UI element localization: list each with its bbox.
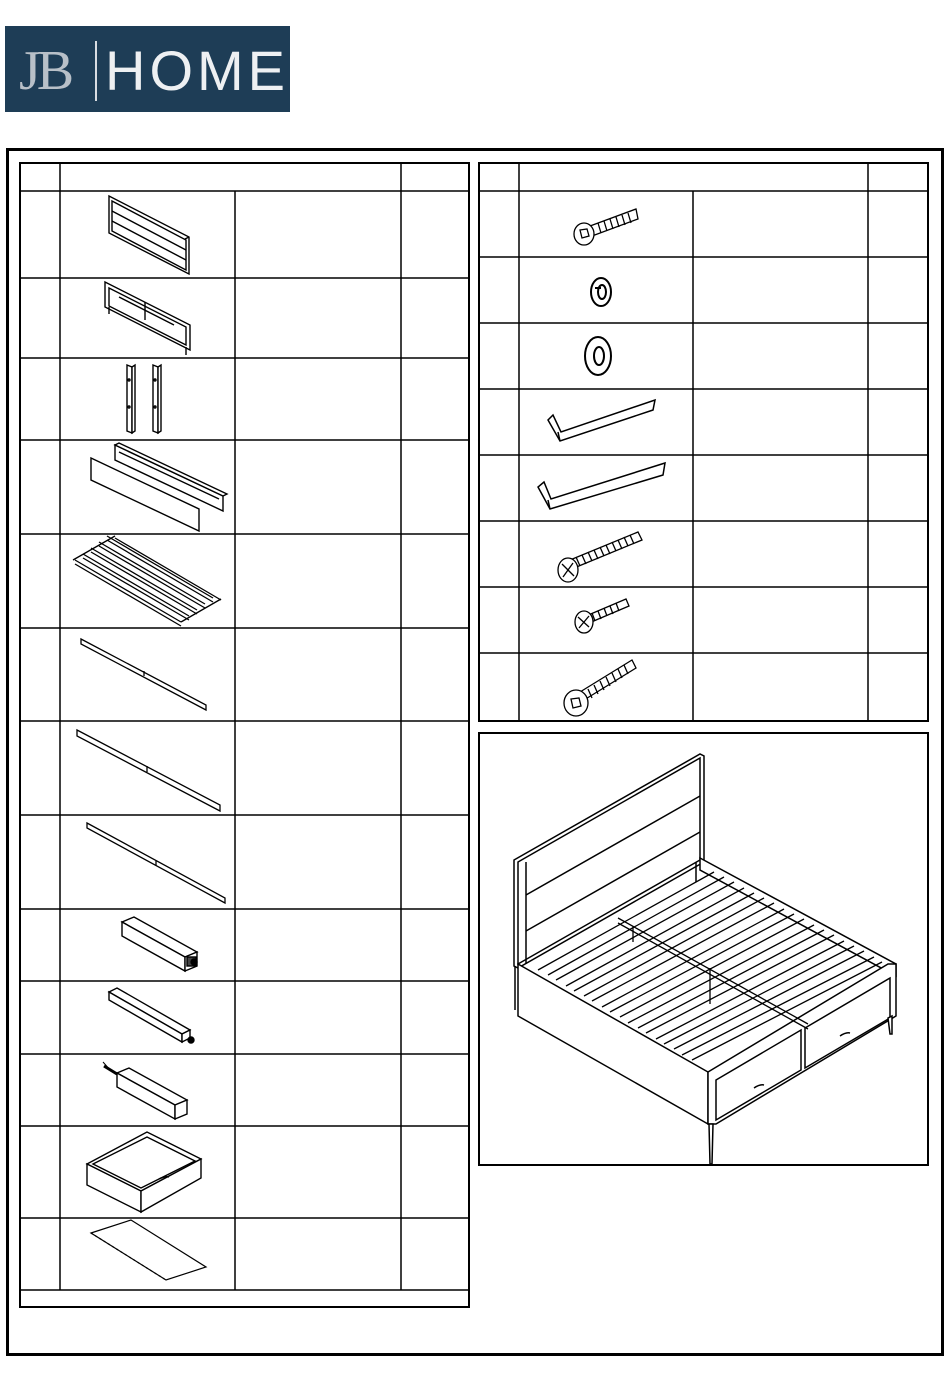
lock-washer-icon: [591, 278, 611, 306]
right-parts-table: [478, 162, 929, 722]
center-rail-medium-icon: [77, 730, 220, 811]
support-leg-bar-icon: [109, 988, 194, 1043]
support-leg-block-icon: [122, 917, 197, 971]
assembled-bed-icon: [478, 732, 929, 1166]
allen-key-large-icon: [538, 463, 665, 509]
slat-frame-icon: [73, 536, 221, 626]
logo-wordmark: HOME: [105, 39, 289, 102]
brand-logo: [5, 26, 290, 112]
allen-bolt-short-icon: [574, 209, 638, 245]
allen-key-small-icon: [548, 400, 655, 441]
left-parts-table: [19, 162, 470, 1308]
side-rails-icon: [91, 443, 227, 531]
wood-screw-long-icon: [558, 532, 642, 582]
center-rail-short-icon: [81, 639, 206, 710]
flat-washer-icon: [585, 337, 611, 375]
headboard-panel-icon: [109, 196, 189, 274]
headboard-posts-icon: [127, 365, 161, 433]
drawer-icon: [87, 1132, 201, 1212]
wood-screw-short-icon: [575, 599, 629, 633]
center-rail-long-icon: [87, 823, 225, 903]
footboard-panel-icon: [105, 282, 190, 355]
threaded-leg-block-icon: [103, 1062, 187, 1119]
allen-bolt-long-icon: [564, 660, 636, 716]
logo-initials: JB: [19, 40, 71, 102]
drawer-bottom-panel-icon: [91, 1220, 206, 1280]
logo-divider: [95, 41, 97, 101]
